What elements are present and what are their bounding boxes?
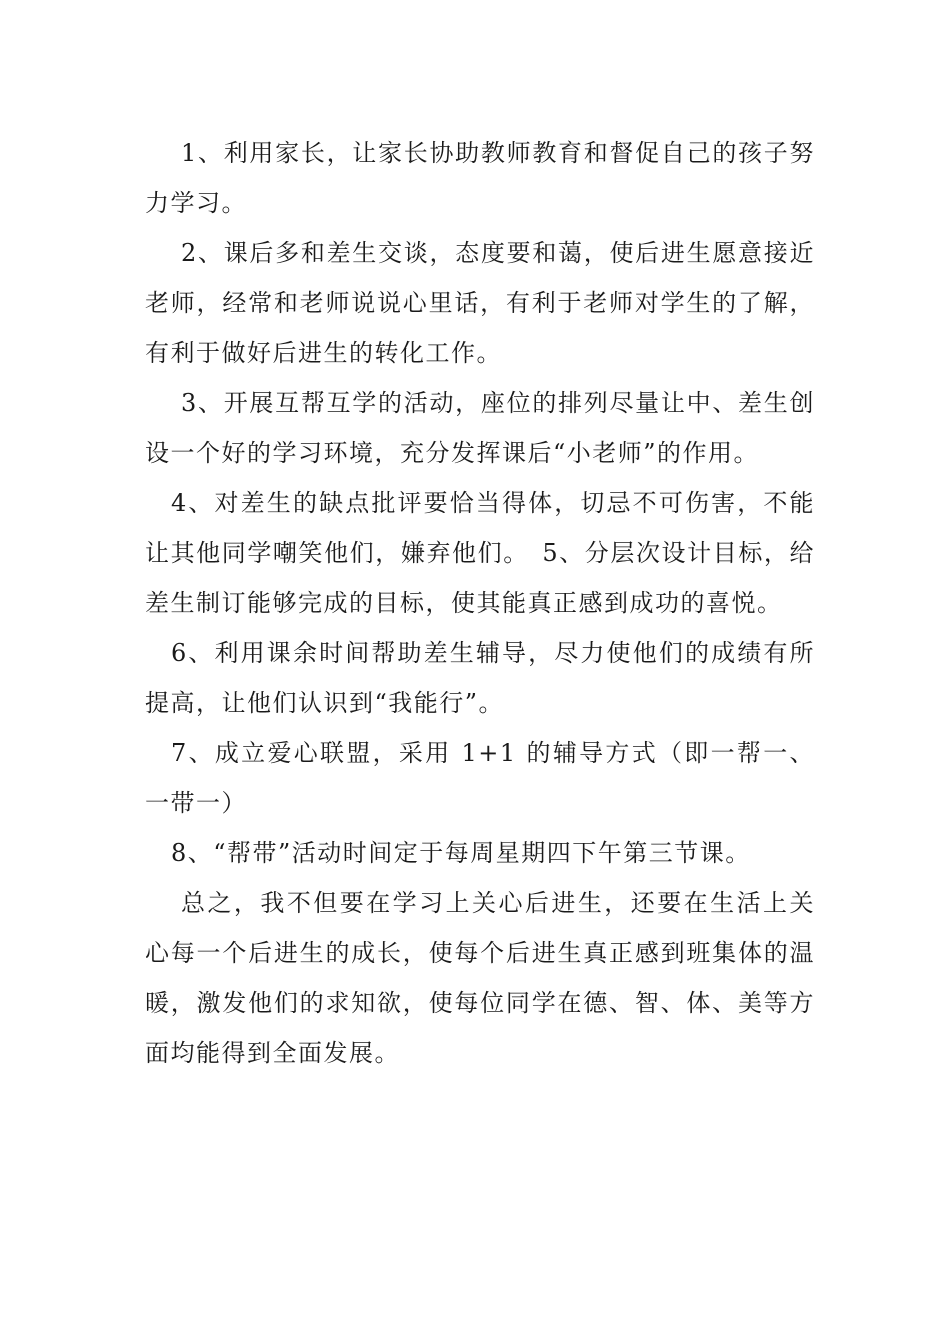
paragraph-item-3: 3、开展互帮互学的活动，座位的排列尽量让中、差生创设一个好的学习环境，充分发挥课后“小老师”的作用。	[145, 389, 815, 467]
paragraph-item-1: 1、利用家长，让家长协助教师教育和督促自己的孩子努力学习。	[145, 139, 815, 217]
paragraph-item-6: 6、利用课余时间帮助差生辅导，尽力使他们的成绩有所提高，让他们认识到“我能行”。	[145, 639, 815, 717]
paragraph-conclusion: 总之，我不但要在学习上关心后进生，还要在生活上关心每一个后进生的成长，使每个后进生真正感到班集体的温暖，激发他们的求知欲，使每位同学在德、智、体、美等方面均能得到全面发展。	[145, 889, 815, 1067]
paragraph-item-7: 7、成立爱心联盟，采用 1+1 的辅导方式（即一帮一、一带一）	[145, 739, 815, 817]
document-body	[145, 128, 815, 1078]
paragraph-item-2: 2、课后多和差生交谈，态度要和蔼，使后进生愿意接近老师，经常和老师说说心里话，有利于老师对学生的了解，有利于做好后进生的转化工作。	[145, 239, 815, 367]
paragraph-item-8: 8、“帮带”活动时间定于每周星期四下午第三节课。	[171, 839, 751, 867]
paragraph-item-4-5: 4、对差生的缺点批评要恰当得体，切忌不可伤害，不能让其他同学嘲笑他们，嫌弃他们。 5、分层次设计目标，给差生制订能够完成的目标，使其能真正感到成功的喜悦。	[145, 489, 815, 617]
